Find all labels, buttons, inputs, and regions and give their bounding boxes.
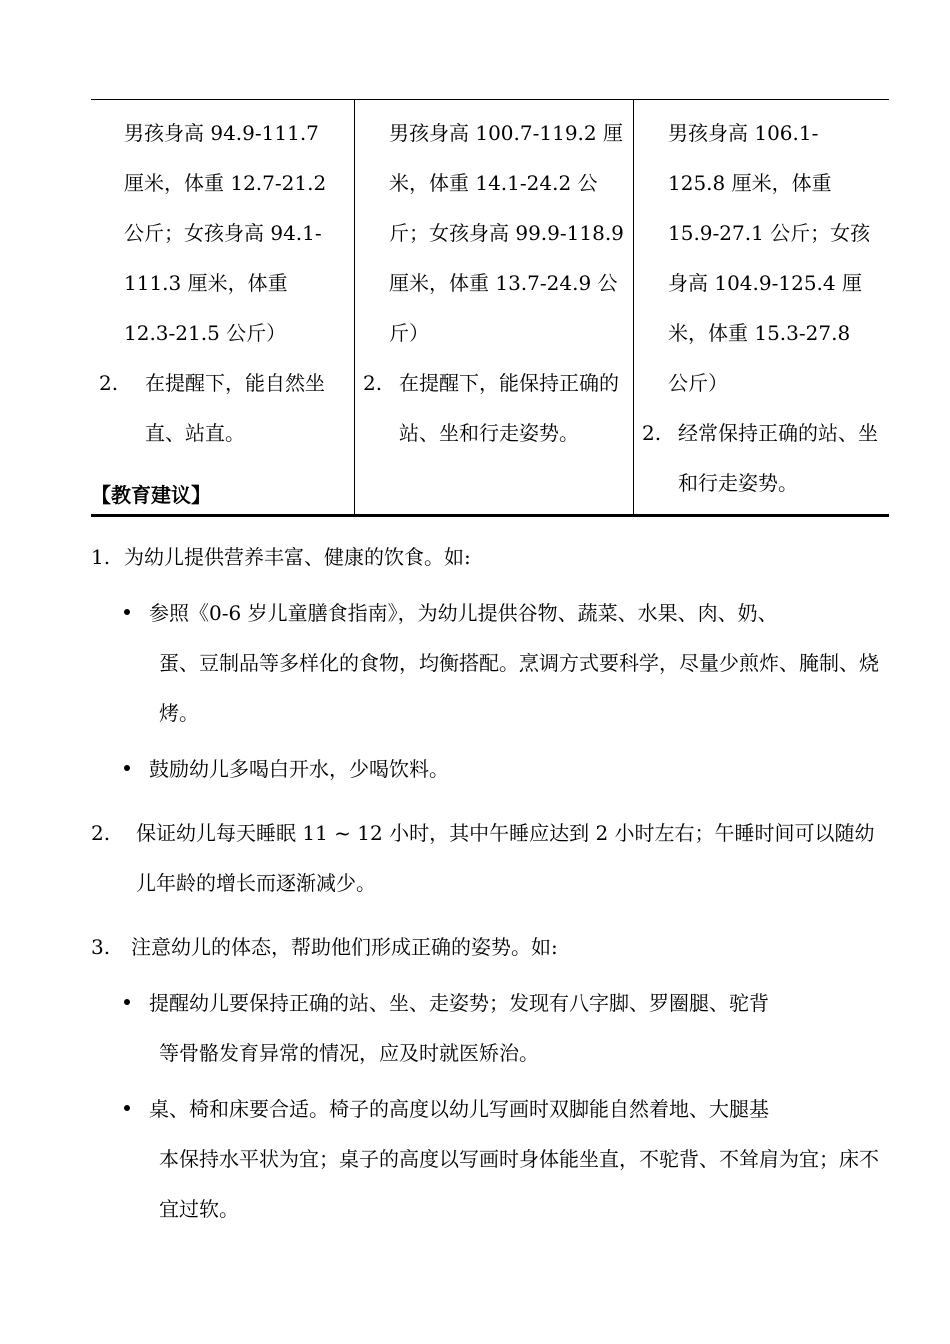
bullet-icon	[124, 765, 130, 771]
bullet-continuation: 本保持水平状为宜；桌子的高度以写画时身体能坐直，不驼背、不耸肩为宜；床不宜过软。	[159, 1147, 879, 1221]
bullet-first-line: 参照《0-6 岁儿童膳食指南》，为幼儿提供谷物、蔬菜、水果、肉、奶、	[149, 601, 778, 625]
list-text: 保证幼儿每天睡眠 11 ~ 12 小时，其中午睡应达到 2 小时左右；午睡时间可以随幼儿年龄的增长而逐渐减少。	[136, 821, 875, 895]
item-number: 2.	[363, 371, 383, 395]
list-item-1	[91, 532, 881, 582]
list-number: 1.	[91, 545, 111, 569]
bullet-item	[91, 744, 881, 794]
item-text: 经常保持正确的站、坐和行走姿势。	[678, 421, 878, 495]
item-number: 2.	[642, 421, 662, 445]
list-number: 3.	[91, 935, 111, 959]
bullet-list	[91, 978, 881, 1234]
cell-item	[91, 358, 354, 464]
list-text: 注意幼儿的体态，帮助他们形成正确的姿势。如:	[131, 935, 558, 959]
bullet-first-line: 桌、椅和床要合适。椅子的高度以幼儿写画时双脚能自然着地、大腿基	[149, 1097, 769, 1121]
table-cell-col1	[91, 100, 355, 516]
bullet-continuation: 蛋、豆制品等多样化的食物，均衡搭配。烹调方式要科学，尽量少煎炸、腌制、烧烤。	[159, 651, 879, 725]
table-row	[91, 100, 889, 516]
development-table	[91, 99, 889, 517]
list-item-3	[91, 922, 881, 972]
bullet-list	[91, 588, 881, 794]
education-advice-section	[91, 470, 881, 1234]
bullet-item	[91, 588, 881, 738]
bullet-icon	[124, 609, 130, 615]
cell-paragraph: 男孩身高 94.9-111.7 厘米，体重 12.7-21.2 公斤；女孩身高 94.1-111.3 厘米，体重 12.3-21.5 公斤）	[124, 121, 327, 345]
table-cell-col3	[634, 100, 890, 516]
table-cell-col2	[355, 100, 634, 516]
item-number: 2.	[99, 371, 119, 395]
list-number: 2.	[91, 821, 111, 845]
cell-paragraph: 男孩身高 106.1-125.8 厘米，体重 15.9-27.1 公斤；女孩身高 104.9-125.4 厘米，体重 15.3-27.8 公斤）	[668, 121, 871, 395]
item-text: 在提醒下，能保持正确的站、坐和行走姿势。	[399, 371, 619, 445]
bullet-continuation: 等骨骼发育异常的情况，应及时就医矫治。	[159, 1041, 539, 1065]
list-item-2	[91, 808, 881, 908]
cell-paragraph: 男孩身高 100.7-119.2 厘米，体重 14.1-24.2 公斤；女孩身高 99.9-118.9 厘米，体重 13.7-24.9 公斤）	[389, 121, 624, 345]
list-text: 为幼儿提供营养丰富、健康的饮食。如:	[124, 545, 471, 569]
bullet-first-line: 提醒幼儿要保持正确的站、坐、走姿势；发现有八字脚、罗圈腿、驼背	[149, 991, 769, 1015]
bullet-item	[91, 1084, 881, 1234]
section-heading: 【教育建议】	[91, 483, 211, 507]
item-text: 在提醒下，能自然坐直、站直。	[145, 371, 325, 445]
bullet-icon	[124, 1105, 130, 1111]
bullet-icon	[124, 999, 130, 1005]
cell-item	[355, 358, 633, 464]
bullet-item	[91, 978, 881, 1078]
bullet-first-line: 鼓励幼儿多喝白开水，少喝饮料。	[149, 757, 449, 781]
